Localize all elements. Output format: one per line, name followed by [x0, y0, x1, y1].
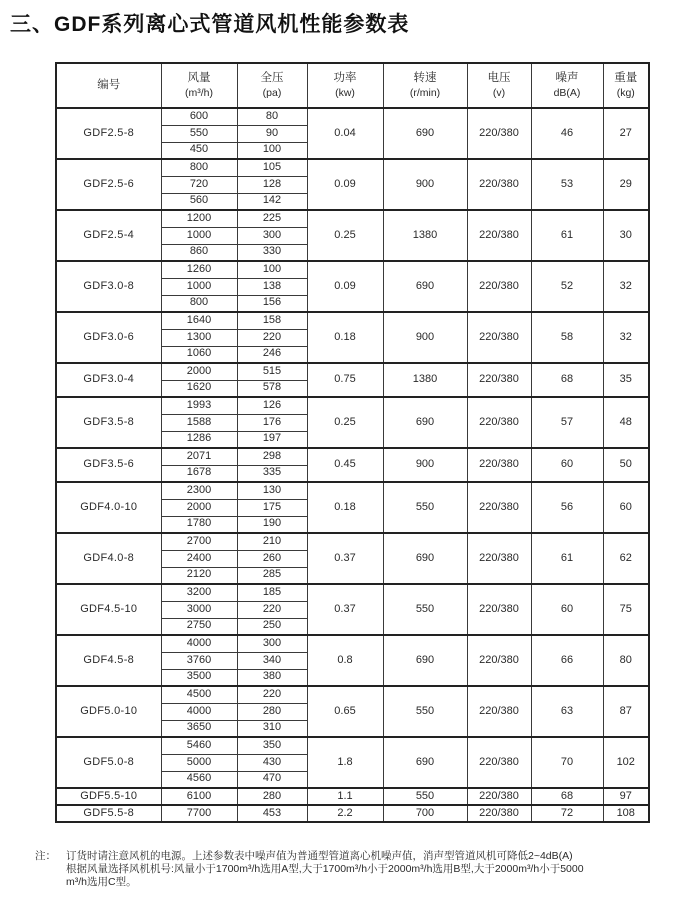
power-cell: 0.37: [307, 584, 383, 635]
power-cell: 0.25: [307, 397, 383, 448]
pressure-cell: 578: [237, 380, 307, 397]
column-header: 编号: [56, 63, 161, 108]
weight-cell: 30: [603, 210, 649, 261]
voltage-cell: 220/380: [467, 805, 531, 822]
weight-cell: 35: [603, 363, 649, 397]
table-row: [56, 686, 649, 703]
pressure-cell: 330: [237, 244, 307, 261]
table-row: [56, 584, 649, 601]
airflow-cell: 1678: [161, 465, 237, 482]
pressure-cell: 80: [237, 108, 307, 125]
pressure-cell: 470: [237, 771, 307, 788]
speed-cell: 690: [383, 737, 467, 788]
airflow-cell: 1588: [161, 414, 237, 431]
pressure-cell: 176: [237, 414, 307, 431]
table-row: [56, 635, 649, 652]
noise-cell: 68: [531, 788, 603, 805]
model-cell: GDF2.5-8: [56, 108, 161, 159]
pressure-cell: 138: [237, 278, 307, 295]
airflow-cell: 2400: [161, 550, 237, 567]
pressure-cell: 285: [237, 567, 307, 584]
table-row: [56, 363, 649, 380]
pressure-cell: 175: [237, 499, 307, 516]
speed-cell: 690: [383, 635, 467, 686]
airflow-cell: 2700: [161, 533, 237, 550]
pressure-cell: 380: [237, 669, 307, 686]
table-row: [56, 159, 649, 176]
table-row: [56, 108, 649, 125]
voltage-cell: 220/380: [467, 159, 531, 210]
voltage-cell: 220/380: [467, 686, 531, 737]
pressure-cell: 220: [237, 601, 307, 618]
table-row: [56, 482, 649, 499]
weight-cell: 87: [603, 686, 649, 737]
pressure-cell: 300: [237, 227, 307, 244]
table-row: [56, 737, 649, 754]
noise-cell: 52: [531, 261, 603, 312]
voltage-cell: 220/380: [467, 261, 531, 312]
power-cell: 0.18: [307, 482, 383, 533]
pressure-cell: 515: [237, 363, 307, 380]
airflow-cell: 2300: [161, 482, 237, 499]
pressure-cell: 190: [237, 516, 307, 533]
power-cell: 0.25: [307, 210, 383, 261]
speed-cell: 690: [383, 108, 467, 159]
column-header: 全压 (pa): [237, 63, 307, 108]
noise-cell: 53: [531, 159, 603, 210]
model-cell: GDF3.0-6: [56, 312, 161, 363]
power-cell: 0.45: [307, 448, 383, 482]
pressure-cell: 300: [237, 635, 307, 652]
airflow-cell: 550: [161, 125, 237, 142]
voltage-cell: 220/380: [467, 108, 531, 159]
speed-cell: 550: [383, 482, 467, 533]
pressure-cell: 126: [237, 397, 307, 414]
speed-cell: 1380: [383, 210, 467, 261]
pressure-cell: 100: [237, 142, 307, 159]
airflow-cell: 2000: [161, 499, 237, 516]
noise-cell: 57: [531, 397, 603, 448]
airflow-cell: 1200: [161, 210, 237, 227]
airflow-cell: 2750: [161, 618, 237, 635]
pressure-cell: 225: [237, 210, 307, 227]
airflow-cell: 3650: [161, 720, 237, 737]
airflow-cell: 600: [161, 108, 237, 125]
pressure-cell: 185: [237, 584, 307, 601]
footnote-text: [66, 850, 675, 889]
pressure-cell: 158: [237, 312, 307, 329]
pressure-cell: 260: [237, 550, 307, 567]
pressure-cell: 430: [237, 754, 307, 771]
power-cell: 0.09: [307, 261, 383, 312]
power-cell: 0.09: [307, 159, 383, 210]
footnote-line: m³/h选用C型。: [66, 876, 137, 888]
weight-cell: 97: [603, 788, 649, 805]
power-cell: 2.2: [307, 805, 383, 822]
table-row: [56, 788, 649, 805]
pressure-cell: 156: [237, 295, 307, 312]
airflow-cell: 3500: [161, 669, 237, 686]
column-header: 风量 (m³/h): [161, 63, 237, 108]
noise-cell: 58: [531, 312, 603, 363]
model-cell: GDF3.0-8: [56, 261, 161, 312]
airflow-cell: 4560: [161, 771, 237, 788]
airflow-cell: 3200: [161, 584, 237, 601]
model-cell: GDF2.5-6: [56, 159, 161, 210]
footnote-line: 根据风量选择风机机号:风量小于1700m³/h选用A型,大于1700m³/h小于2000m³/h选用B型,大于2000m³/h小于5000: [66, 863, 584, 875]
airflow-cell: 4000: [161, 703, 237, 720]
airflow-cell: 720: [161, 176, 237, 193]
model-cell: GDF3.5-6: [56, 448, 161, 482]
pressure-cell: 335: [237, 465, 307, 482]
voltage-cell: 220/380: [467, 533, 531, 584]
airflow-cell: 6100: [161, 788, 237, 805]
model-cell: GDF5.0-8: [56, 737, 161, 788]
noise-cell: 70: [531, 737, 603, 788]
pressure-cell: 105: [237, 159, 307, 176]
airflow-cell: 1286: [161, 431, 237, 448]
header-row: [56, 63, 649, 108]
pressure-cell: 210: [237, 533, 307, 550]
voltage-cell: 220/380: [467, 788, 531, 805]
pressure-cell: 220: [237, 686, 307, 703]
model-cell: GDF5.5-8: [56, 805, 161, 822]
pressure-cell: 128: [237, 176, 307, 193]
table-header: [56, 63, 649, 108]
table-row: [56, 312, 649, 329]
model-cell: GDF4.5-10: [56, 584, 161, 635]
pressure-cell: 340: [237, 652, 307, 669]
column-header: 电压 (v): [467, 63, 531, 108]
speed-cell: 550: [383, 584, 467, 635]
voltage-cell: 220/380: [467, 448, 531, 482]
airflow-cell: 7700: [161, 805, 237, 822]
speed-cell: 900: [383, 448, 467, 482]
pressure-cell: 350: [237, 737, 307, 754]
power-cell: 0.65: [307, 686, 383, 737]
airflow-cell: 5000: [161, 754, 237, 771]
speed-cell: 690: [383, 533, 467, 584]
noise-cell: 61: [531, 533, 603, 584]
voltage-cell: 220/380: [467, 312, 531, 363]
airflow-cell: 1620: [161, 380, 237, 397]
pressure-cell: 280: [237, 703, 307, 720]
airflow-cell: 2071: [161, 448, 237, 465]
footnote-label: 注：: [35, 850, 56, 862]
table-row: [56, 397, 649, 414]
table-row: [56, 210, 649, 227]
noise-cell: 68: [531, 363, 603, 397]
pressure-cell: 453: [237, 805, 307, 822]
model-cell: GDF5.5-10: [56, 788, 161, 805]
airflow-cell: 1300: [161, 329, 237, 346]
weight-cell: 75: [603, 584, 649, 635]
airflow-cell: 1780: [161, 516, 237, 533]
voltage-cell: 220/380: [467, 584, 531, 635]
speed-cell: 900: [383, 312, 467, 363]
airflow-cell: 2000: [161, 363, 237, 380]
airflow-cell: 800: [161, 295, 237, 312]
model-cell: GDF4.0-10: [56, 482, 161, 533]
airflow-cell: 3760: [161, 652, 237, 669]
noise-cell: 61: [531, 210, 603, 261]
noise-cell: 63: [531, 686, 603, 737]
airflow-cell: 860: [161, 244, 237, 261]
weight-cell: 32: [603, 261, 649, 312]
pressure-cell: 220: [237, 329, 307, 346]
pressure-cell: 130: [237, 482, 307, 499]
airflow-cell: 1640: [161, 312, 237, 329]
airflow-cell: 2120: [161, 567, 237, 584]
power-cell: 0.04: [307, 108, 383, 159]
model-cell: GDF4.0-8: [56, 533, 161, 584]
airflow-cell: 1060: [161, 346, 237, 363]
power-cell: 0.37: [307, 533, 383, 584]
weight-cell: 80: [603, 635, 649, 686]
footnote-line: 订货时请注意风机的电源。上述参数表中噪声值为普通型管道离心机噪声值，消声型管道风机可降低2~4dB(A): [66, 850, 573, 862]
table-row: [56, 448, 649, 465]
pressure-cell: 298: [237, 448, 307, 465]
model-cell: GDF5.0-10: [56, 686, 161, 737]
table-row: [56, 533, 649, 550]
airflow-cell: 800: [161, 159, 237, 176]
weight-cell: 48: [603, 397, 649, 448]
weight-cell: 50: [603, 448, 649, 482]
model-cell: GDF4.5-8: [56, 635, 161, 686]
pressure-cell: 246: [237, 346, 307, 363]
model-cell: GDF3.0-4: [56, 363, 161, 397]
noise-cell: 60: [531, 584, 603, 635]
airflow-cell: 1000: [161, 278, 237, 295]
voltage-cell: 220/380: [467, 210, 531, 261]
power-cell: 0.8: [307, 635, 383, 686]
voltage-cell: 220/380: [467, 363, 531, 397]
airflow-cell: 450: [161, 142, 237, 159]
airflow-cell: 560: [161, 193, 237, 210]
noise-cell: 66: [531, 635, 603, 686]
voltage-cell: 220/380: [467, 397, 531, 448]
weight-cell: 62: [603, 533, 649, 584]
pressure-cell: 280: [237, 788, 307, 805]
table-row: [56, 261, 649, 278]
noise-cell: 56: [531, 482, 603, 533]
weight-cell: 32: [603, 312, 649, 363]
pressure-cell: 100: [237, 261, 307, 278]
airflow-cell: 3000: [161, 601, 237, 618]
airflow-cell: 1260: [161, 261, 237, 278]
voltage-cell: 220/380: [467, 482, 531, 533]
speed-cell: 700: [383, 805, 467, 822]
weight-cell: 60: [603, 482, 649, 533]
power-cell: 0.75: [307, 363, 383, 397]
weight-cell: 102: [603, 737, 649, 788]
airflow-cell: 1993: [161, 397, 237, 414]
noise-cell: 60: [531, 448, 603, 482]
pressure-cell: 142: [237, 193, 307, 210]
airflow-cell: 4000: [161, 635, 237, 652]
fan-performance-table: [55, 62, 650, 823]
column-header: 噪声 dB(A): [531, 63, 603, 108]
pressure-cell: 250: [237, 618, 307, 635]
column-header: 功率 (kw): [307, 63, 383, 108]
airflow-cell: 4500: [161, 686, 237, 703]
airflow-cell: 1000: [161, 227, 237, 244]
airflow-cell: 5460: [161, 737, 237, 754]
pressure-cell: 310: [237, 720, 307, 737]
weight-cell: 27: [603, 108, 649, 159]
pressure-cell: 90: [237, 125, 307, 142]
power-cell: 1.1: [307, 788, 383, 805]
column-header: 重量 (kg): [603, 63, 649, 108]
voltage-cell: 220/380: [467, 737, 531, 788]
noise-cell: 72: [531, 805, 603, 822]
column-header: 转速 (r/min): [383, 63, 467, 108]
page-title: 三、GDF系列离心式管道风机性能参数表: [10, 13, 410, 36]
table-row: [56, 805, 649, 822]
speed-cell: 550: [383, 788, 467, 805]
noise-cell: 46: [531, 108, 603, 159]
speed-cell: 690: [383, 261, 467, 312]
power-cell: 0.18: [307, 312, 383, 363]
power-cell: 1.8: [307, 737, 383, 788]
speed-cell: 550: [383, 686, 467, 737]
model-cell: GDF3.5-8: [56, 397, 161, 448]
footnote: [35, 850, 675, 889]
speed-cell: 690: [383, 397, 467, 448]
speed-cell: 900: [383, 159, 467, 210]
weight-cell: 29: [603, 159, 649, 210]
fan-table-body: [56, 108, 649, 822]
speed-cell: 1380: [383, 363, 467, 397]
pressure-cell: 197: [237, 431, 307, 448]
weight-cell: 108: [603, 805, 649, 822]
model-cell: GDF2.5-4: [56, 210, 161, 261]
voltage-cell: 220/380: [467, 635, 531, 686]
